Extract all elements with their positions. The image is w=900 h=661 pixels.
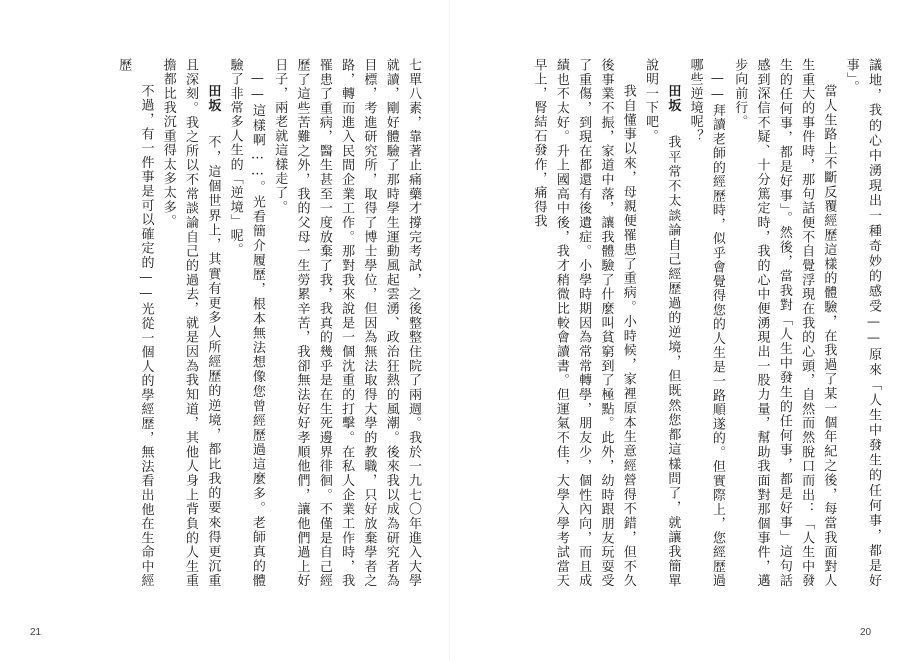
paragraph: 田坂 我平常不太談論自己經歷過的逆境，但既然您都這樣問了，就讓我簡單說明一下吧。 [643,58,681,588]
page-number: 21 [30,627,42,638]
paragraph: 當人生路上不斷反覆經歷這樣的體驗，在我過了某一個年紀之後，每當我面對人生重大的事件時，那句話便不自覺浮現在我的心頭，自然而然脫口而出：「人生中發生的任何事，都是好事」。然後，當我對「人生中發生的任何事，都是好事」這句話感到深信不疑、十分篤定時，我的心中便湧現出一股力量，幫助我面對那個事件，邁步向前行。 [732,58,837,588]
right-page-body [484,58,884,588]
page-number: 20 [860,627,872,638]
paragraph: ——這樣啊……。光看簡介履歷，根本無法想像您曾經歷過這麼多。老師真的體驗了非常多人生的「逆境」呢。 [227,58,265,588]
speaker-label: 田坂 [665,84,681,113]
left-page-body [74,58,424,588]
speaker-label: 田坂 [205,84,221,113]
right-page [450,0,900,661]
paragraph: 不過，有一件事是可以確定的——光從一個人的學經歷，無法看出他在生命中經歷 [116,58,154,588]
paragraph: 七單八素，靠著止痛藥才撐完考試，之後整整住院了兩週。我於一九七〇年進入大學就讀，剛好體驗了那時學生運動風起雲湧、政治狂熱的風潮。後來我以成為研究者為目標，考進研究所，取得了博士學位，但因為無法取得大學的教職，只好放棄學者之路，轉而進入民間企業工作。那對我來說是一個沈重的打擊。在私人企業工作時，我罹患了重病，醫生甚至一度放棄了我，我真的幾乎是在生死邊界徘徊。不僅是自己經歷了這些苦難之外，我的父母一生勞累辛苦，我卻無法好好孝順他們，讓他們過上好日子，兩老就這樣走了。 [272,58,421,588]
paragraph: 田坂 不，這個世界上，其實有更多人所經歷的逆境，都比我的要來得更沉重且深刻。我之所以不常談論自己的過去，就是因為我知道，其他人身上背負的人生重擔都比我沉重得太多太多。 [160,58,221,588]
paragraph: ——拜讀老師的經歷時，似乎會覺得您的人生是一路順遂的。但實際上，您經歷過哪些逆境呢？ [687,58,725,588]
paragraph: 我自懂事以來，母親便罹患了重病。小時候，家裡原本生意經營得不錯，但不久後事業不振，家道中落，讓我體驗了什麼叫貧窮到了極點。此外，幼時跟朋友玩耍受了重傷，到現在都還有後遺症。小學時期因為常常轉學，朋友少，個性內向，而且成績也不太好。升上國高中後，我才稍微比較會讀書。但運氣不佳，大學入學考試當天早上，腎結石發作，痛得我 [531,58,636,588]
paragraph: 議地，我的心中湧現出一種奇妙的感受——原來「人生中發生的任何事，都是好事」。 [843,58,881,588]
